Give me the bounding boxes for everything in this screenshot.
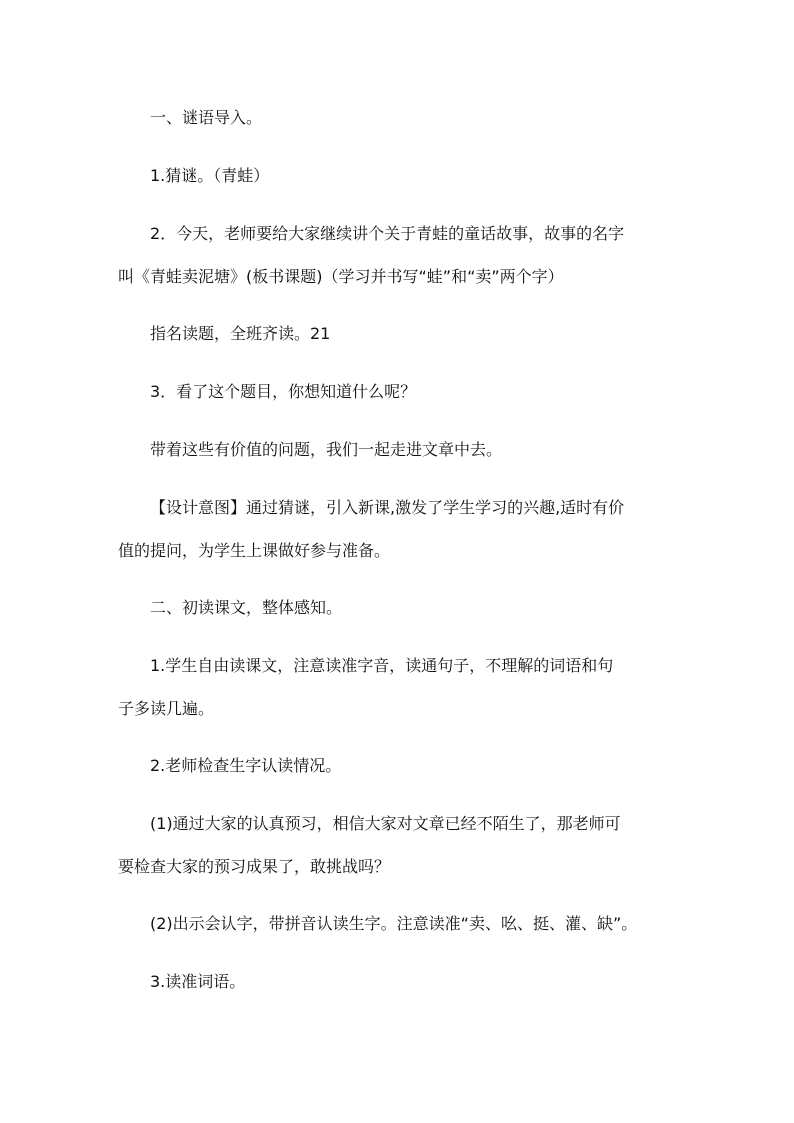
paragraph-riddle xyxy=(118,154,678,197)
paragraph-design-intent xyxy=(118,486,678,572)
text-line: 2.老师检查生字认读情况。 xyxy=(150,756,342,775)
text-line: 1.猜谜。（青蛙） xyxy=(150,166,270,185)
text-line: 3.读准词语。 xyxy=(150,972,246,991)
paragraph-check-characters xyxy=(118,744,678,787)
text-line: 叫《青蛙卖泥塘》(板书课题)（学习并书写“蛙”和“卖”两个字） xyxy=(118,267,564,286)
text-line: 指名读题，全班齐读。21 xyxy=(150,324,331,343)
paragraph-preview-check xyxy=(118,802,678,888)
text-line: 子多读几遍。 xyxy=(118,699,215,718)
paragraph-free-reading xyxy=(118,644,678,730)
section-heading-intro xyxy=(118,96,678,139)
paragraph-enter-text xyxy=(118,428,678,471)
text-line: 3．看了这个题目，你想知道什么呢？ xyxy=(150,382,417,401)
text-line: 带着这些有价值的问题，我们一起走进文章中去。 xyxy=(150,440,503,459)
text-line: 二、初读课文，整体感知。 xyxy=(150,598,343,617)
text-line: 1.学生自由读课文，注意读准字音，读通句子，不理解的词语和句 xyxy=(150,656,614,675)
text-line: 2．今天，老师要给大家继续讲个关于青蛙的童话故事，故事的名字 xyxy=(150,224,625,243)
text-line: 要检查大家的预习成果了，敢挑战吗？ xyxy=(118,857,391,876)
text-line: 一、谜语导入。 xyxy=(150,108,263,127)
paragraph-question xyxy=(118,370,678,413)
paragraph-story-title xyxy=(118,212,678,298)
text-line: (2)出示会认字，带拼音认读生字。注意读准“卖、吆、挺、灌、缺”。 xyxy=(150,914,638,933)
paragraph-read-title xyxy=(118,312,678,355)
paragraph-read-words xyxy=(118,960,678,1003)
text-line: (1)通过大家的认真预习，相信大家对文章已经不陌生了，那老师可 xyxy=(150,814,621,833)
section-heading-first-reading xyxy=(118,586,678,629)
text-line: 值的提问，为学生上课做好参与准备。 xyxy=(118,541,391,560)
paragraph-show-characters xyxy=(118,902,678,945)
text-line: 【设计意图】通过猜谜，引入新课,激发了学生学习的兴趣,适时有价 xyxy=(150,498,625,517)
